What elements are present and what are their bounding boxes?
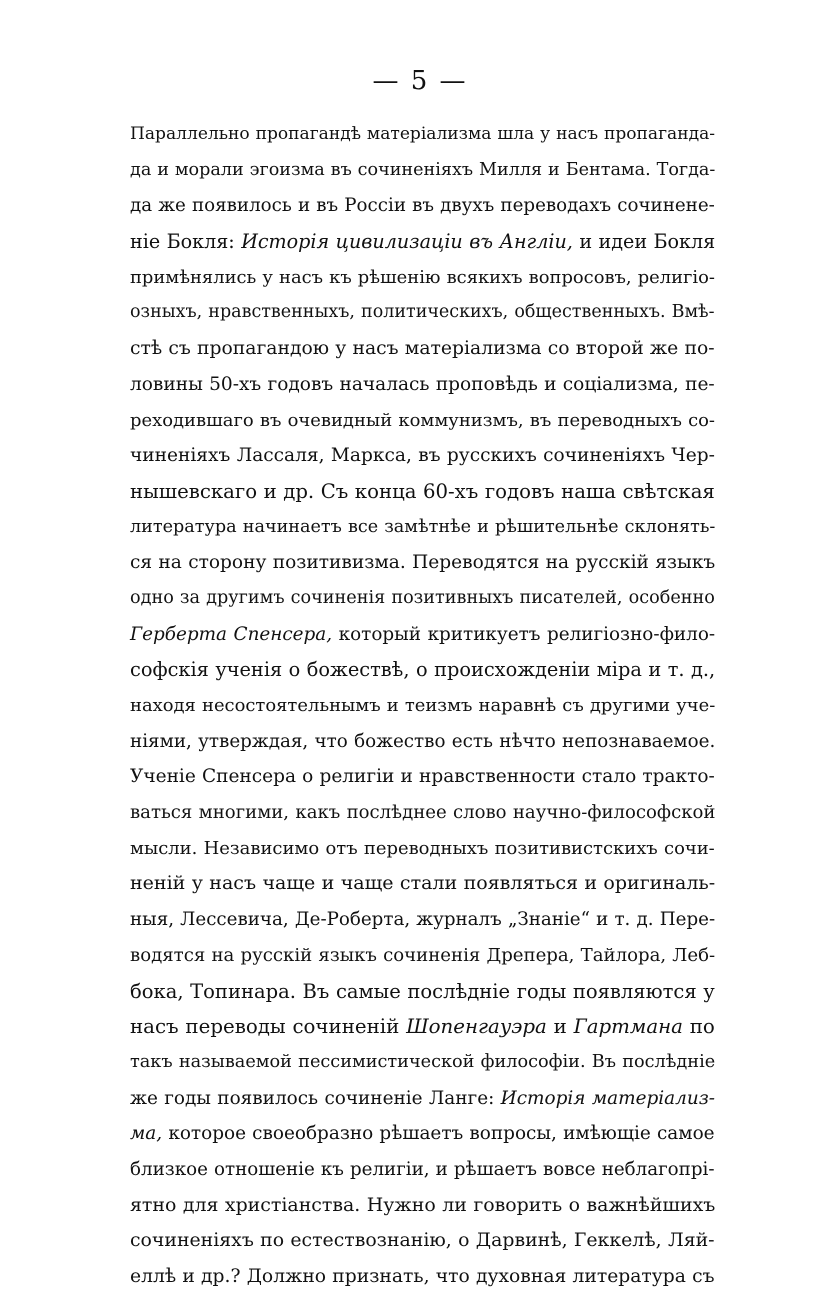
- text-line: [130, 188, 715, 224]
- text-segment: по: [682, 1015, 715, 1039]
- text-line: [130, 974, 715, 1010]
- text-line: [130, 295, 715, 331]
- text-line: [130, 403, 715, 439]
- text-segment: примѣнялись у насъ къ рѣшенію всякихъ вопросовъ, религіо-: [130, 266, 715, 288]
- text-line: [130, 652, 715, 688]
- text-line: [130, 759, 715, 795]
- text-line: [130, 1081, 715, 1117]
- text-line: [130, 617, 715, 653]
- text-segment: Параллельно пропагандѣ матеріализма шла у насъ пропаганда-: [130, 124, 716, 144]
- text-line: [130, 117, 715, 153]
- text-segment: софскія ученія о божествѣ, о происхожденіи міра и т. д.,: [130, 658, 716, 682]
- text-segment: Ученіе Спенсера о религіи и нравственности стало тракто-: [130, 766, 715, 788]
- text-line: [130, 438, 715, 474]
- body-text: [130, 117, 715, 1295]
- text-segment: да и морали эгоизма въ сочиненіяхъ Милля и Бентама. Тогда-: [130, 159, 716, 180]
- text-segment: близкое отношеніе къ религіи, и рѣшаетъ вовсе неблагопрі-: [130, 1158, 715, 1180]
- text-segment: чиненіяхъ Лассаля, Маркса, въ русскихъ сочиненіяхъ Чер-: [130, 445, 715, 467]
- text-segment: который критикуетъ религіозно-фило-: [332, 623, 716, 645]
- text-segment: ныя, Лессевича, Де-Роберта, журналъ „Знаніе“ и т. д. Пере-: [130, 909, 716, 931]
- text-line: [130, 224, 715, 260]
- text-segment: да же появилось и въ Россіи въ двухъ переводахъ сочинене-: [130, 195, 715, 217]
- text-segment: такъ называемой пессимистической философіи. Въ послѣдніе: [130, 1051, 716, 1072]
- italic-title: Исторія матеріализ-: [500, 1087, 716, 1109]
- text-segment: одно за другимъ сочиненія позитивныхъ писателей, особенно: [130, 587, 715, 608]
- text-line: [130, 1152, 715, 1188]
- text-segment: стѣ съ пропагандою у насъ матеріализма со второй же по-: [130, 338, 715, 360]
- text-line: [130, 474, 715, 510]
- text-line: [130, 795, 715, 831]
- text-segment: находя несостоятельнымъ и теизмъ наравнѣ съ другими уче-: [130, 695, 716, 716]
- text-segment: ловины 50-хъ годовъ началась проповѣдь и соціализма, пе-: [130, 373, 715, 395]
- text-segment: литература начинаетъ все замѣтнѣе и рѣшительнѣе склонять-: [130, 516, 716, 537]
- text-segment: и идеи Бокля: [572, 230, 716, 254]
- text-segment: насъ переводы сочиненій: [130, 1015, 407, 1039]
- text-segment: ятно для христіанства. Нужно ли говорить о важнѣйшихъ: [130, 1193, 716, 1216]
- text-line: [130, 260, 715, 296]
- italic-title: Исторія цивилизаціи въ Англіи,: [241, 230, 573, 254]
- text-segment: еллѣ и др.? Должно признать, что духовная литература съ: [130, 1266, 715, 1287]
- text-line: [130, 1045, 715, 1081]
- text-segment: неній у насъ чаще и чаще стали появляться и оригиналь-: [130, 872, 716, 895]
- text-segment: озныхъ, нравственныхъ, политическихъ, общественныхъ. Вмѣ-: [130, 302, 715, 323]
- text-segment: бока, Топинара. Въ самые послѣдніе годы появляются у: [130, 979, 715, 1003]
- text-segment: ся на сторону позитивизма. Переводятся на русскій языкъ: [130, 552, 716, 574]
- text-segment: ваться многими, какъ послѣднее слово научно-философской: [130, 802, 716, 824]
- text-segment: нышевскаго и др. Съ конца 60-хъ годовъ наша свѣтская: [130, 479, 715, 503]
- text-segment: же годы появилось сочиненіе Ланге:: [130, 1087, 501, 1109]
- text-line: [130, 902, 715, 938]
- text-line: [130, 1223, 715, 1259]
- text-line: [130, 1188, 715, 1224]
- italic-title: Герберта Спенсера,: [130, 623, 333, 645]
- text-line: [130, 938, 715, 974]
- text-segment: сочиненіяхъ по естествознанію, о Дарвинѣ, Геккелѣ, Ляй-: [130, 1229, 715, 1252]
- text-segment: ніе Бокля:: [130, 230, 242, 254]
- text-line: [130, 1116, 715, 1152]
- text-segment: которое своеобразно рѣшаетъ вопросы, имѣющіе самое: [162, 1123, 715, 1145]
- text-line: [130, 724, 715, 760]
- text-segment: мысли. Независимо отъ переводныхъ позитивистскихъ сочи-: [130, 837, 715, 859]
- text-line: [130, 545, 715, 581]
- text-segment: и: [546, 1015, 574, 1039]
- text-segment: водятся на русскій языкъ сочиненія Дрепера, Тайлора, Леб-: [130, 944, 716, 966]
- italic-title: Гартмана: [573, 1015, 683, 1039]
- text-line: [130, 688, 715, 724]
- text-line: [130, 831, 715, 867]
- text-line: [130, 510, 715, 546]
- text-segment: ніями, утверждая, что божество есть нѣчто непознаваемое.: [130, 730, 716, 752]
- italic-title: ма,: [130, 1123, 163, 1145]
- text-line: [130, 866, 715, 902]
- text-segment: реходившаго въ очевидный коммунизмъ, въ переводныхъ со-: [130, 409, 715, 431]
- text-line: [130, 153, 715, 189]
- text-line: [130, 1259, 715, 1295]
- page-number: — 5 —: [372, 66, 468, 96]
- text-line: [130, 331, 715, 367]
- italic-title: Шопенгауэра: [406, 1015, 547, 1039]
- text-line: [130, 1009, 715, 1045]
- text-line: [130, 367, 715, 403]
- text-line: [130, 581, 715, 617]
